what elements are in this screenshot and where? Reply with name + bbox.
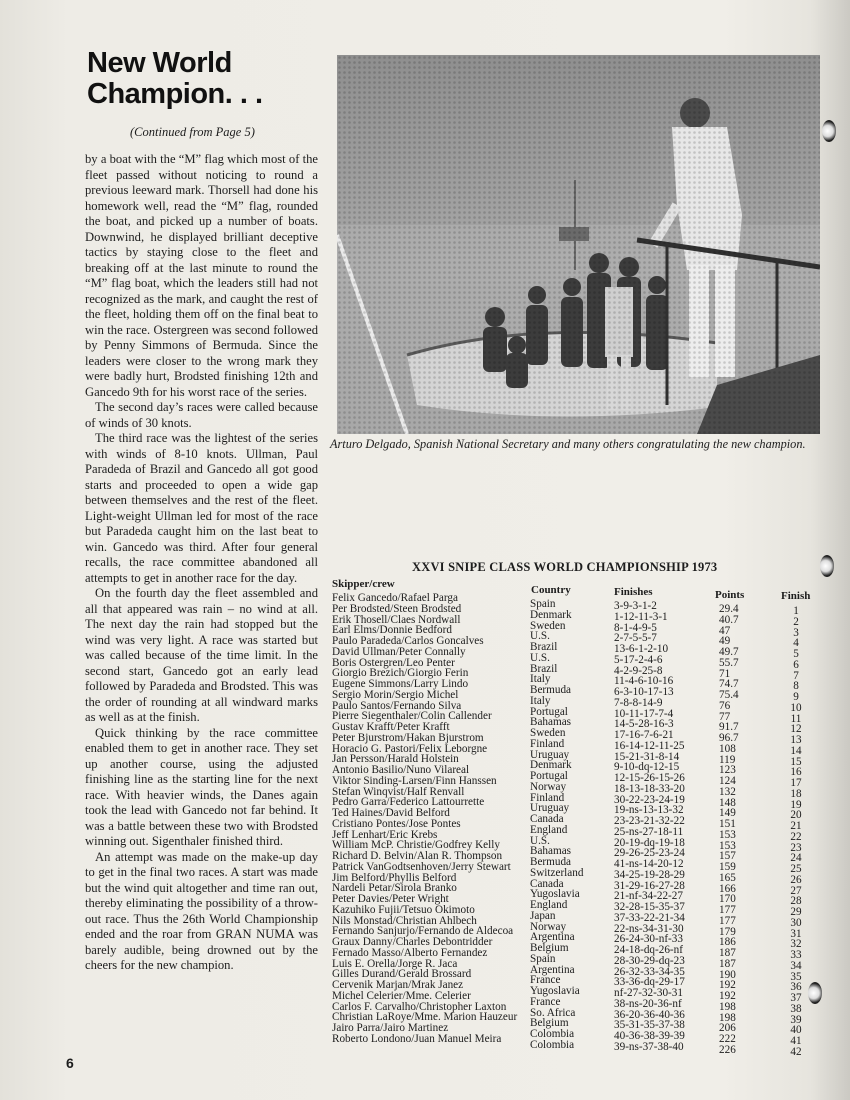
country-cell: Yugoslavia — [530, 985, 580, 997]
photo-boat-celebration — [337, 55, 820, 434]
finish-place-cell: 1 — [793, 605, 799, 617]
finishes-cell: 23-23-21-32-22 — [614, 815, 685, 827]
finishes-cell: 26-24-30-nf-33 — [614, 933, 683, 946]
country-cell: Japan — [530, 909, 556, 922]
finishes-cell: 40-36-38-39-39 — [614, 1030, 685, 1042]
finishes-cell: 4-2-9-25-8 — [614, 664, 663, 677]
points-cell: 75.4 — [719, 689, 739, 701]
skipper-cell: Sergio Morin/Sergio Michel — [332, 688, 459, 701]
country-cell: England — [530, 823, 568, 836]
finishes-cell: 15-21-31-8-14 — [614, 750, 680, 763]
points-cell: 71 — [719, 667, 731, 680]
article-paragraph: The second day’s races were called because of winds of 30 knots. — [85, 400, 318, 430]
skipper-cell: Gilles Durand/Gerald Brossard — [332, 968, 472, 981]
points-cell: 123 — [719, 764, 736, 777]
finish-place-cell: 20 — [790, 809, 802, 822]
country-cell: England — [530, 899, 568, 911]
skipper-cell: Christian LaRoye/Mme. Marion Hauzeur — [332, 1011, 518, 1024]
points-cell: 96.7 — [719, 732, 739, 744]
points-cell: 177 — [719, 904, 736, 916]
show-through-text — [560, 505, 850, 535]
finishes-cell: 30-22-23-24-19 — [614, 793, 685, 806]
skipper-cell: Fernando Sanjurjo/Fernando de Aldecoa — [332, 925, 514, 938]
finishes-cell: 14-5-28-16-3 — [614, 718, 674, 731]
points-cell: 148 — [719, 796, 736, 809]
country-cell: Argentina — [530, 963, 575, 976]
country-cell: Uruguay — [530, 748, 570, 761]
skipper-cell: David Ullman/Peter Connally — [332, 645, 466, 658]
skipper-cell: William McP. Christie/Godfrey Kelly — [332, 839, 500, 852]
finish-place-column — [785, 606, 807, 1058]
finishes-cell: 10-11-17-7-4 — [614, 707, 674, 720]
finishes-cell: 3-9-3-1-2 — [614, 600, 657, 612]
points-cell: 166 — [719, 882, 736, 895]
skipper-cell: Antonio Basilio/Nuno Vilareal — [332, 764, 470, 776]
points-cell: 198 — [719, 1011, 736, 1024]
finish-place-cell: 11 — [790, 712, 802, 725]
finish-place-cell: 14 — [790, 744, 802, 757]
photo-illustration — [337, 55, 820, 434]
country-cell: Switzerland — [530, 866, 584, 879]
article-paragraph: On the fourth day the fleet assembled and all that appeared was rain – no wind at all. The next day the rain had stopped but the wind was very light. A race was started but was called because of the time limit. In the second start, Gancedo got an early lead followed by Paradeda and Brodsted. This was the order of rounding at all windward marks as well as at the finish. — [85, 586, 318, 724]
article-paragraph: by a boat with the “M” flag which most of the fleet passed without noticing to round a previous leeward mark. Thorsell had done his homework well, read the “M” flag, rounded the boat, and picked up a number of boats. Downwind, he displayed brilliant deceptive tactics by staying close to the fleet and breaking off at the last minute to round the “M” flag boat, which the leaders still had not recognized as the mark, and caught the rest of the fleet, holding them off on the final beat to win the race. Ostergreen was second followed by Penny Simmons of Bermuda. Since the leaders were closer to the wrong mark they were badly hurt, Brodsted finishing 12th and Gancedo 9th for his worst race of the series. — [85, 152, 318, 399]
skipper-cell: Carlos F. Carvalho/Christopher Laxton — [332, 1000, 507, 1013]
points-cell: 49.7 — [719, 646, 739, 658]
header-points: Points — [715, 589, 745, 601]
points-cell: 179 — [719, 925, 736, 938]
skipper-cell: Peter Bjurstrom/Hakan Bjurstrom — [332, 731, 484, 744]
finish-place-cell: 13 — [790, 734, 802, 746]
finishes-cell: 6-3-10-17-13 — [614, 686, 674, 698]
skipper-cell: Paulo Paradeda/Carlos Goncalves — [332, 635, 484, 647]
points-cell: 124 — [719, 775, 736, 787]
skipper-cell: Viktor Sinding-Larsen/Finn Hanssen — [332, 774, 497, 787]
country-cell: Bermuda — [530, 856, 572, 868]
skipper-cell: Ted Haines/David Belford — [332, 807, 450, 819]
points-cell: 29.4 — [719, 603, 739, 615]
finishes-cell: 35-31-35-37-38 — [614, 1019, 685, 1032]
country-cell: Italy — [530, 673, 551, 686]
skipper-cell: Earl Elms/Donnie Bedford — [332, 624, 452, 637]
finish-place-cell: 6 — [793, 658, 799, 671]
header-skipper: Skipper/crew — [332, 578, 395, 590]
skipper-cell: Giorgio Brezich/Giorgio Ferin — [332, 667, 469, 680]
finishes-cell: 18-13-18-33-20 — [614, 782, 685, 795]
country-cell: Norway — [530, 920, 567, 933]
results-table-title: XXVI SNIPE CLASS WORLD CHAMPIONSHIP 1973 — [412, 560, 718, 574]
finishes-cell: 2-7-5-5-7 — [614, 632, 657, 645]
finish-place-cell: 10 — [790, 701, 802, 714]
country-cell: Belgium — [530, 1017, 569, 1030]
skipper-cell: Per Brodsted/Steen Brodsted — [332, 602, 462, 615]
page-number: 6 — [66, 1055, 74, 1071]
skipper-cell: Michel Celerier/Mme. Celerier — [332, 989, 471, 1002]
finishes-cell: 38-ns-20-36-nf — [614, 997, 682, 1010]
finish-place-cell: 33 — [790, 949, 802, 961]
points-cell: 226 — [719, 1043, 736, 1056]
finishes-cell: nf-27-32-30-31 — [614, 987, 683, 999]
country-cell: Spain — [530, 598, 556, 610]
finishes-cell: 8-1-4-9-5 — [614, 621, 657, 634]
points-column — [719, 604, 739, 1056]
points-cell: 190 — [719, 968, 736, 981]
finish-place-cell: 36 — [790, 981, 802, 994]
points-cell: 153 — [719, 828, 736, 841]
finishes-cell: 34-25-19-28-29 — [614, 868, 685, 881]
finish-place-cell: 42 — [790, 1045, 802, 1058]
points-cell: 157 — [719, 850, 736, 863]
finishes-cell: 32-28-15-35-37 — [614, 901, 685, 913]
header-finish: Finish — [781, 590, 811, 602]
skipper-cell: Fernado Masso/Alberto Fernandez — [332, 946, 488, 959]
points-cell: 192 — [719, 979, 736, 992]
skipper-cell: Gustav Krafft/Peter Krafft — [332, 721, 450, 733]
photo-caption: Arturo Delgado, Spanish National Secretary and many others congratulating the new champion. — [330, 437, 806, 451]
country-cell: Argentina — [530, 931, 575, 944]
finish-place-cell: 19 — [790, 798, 802, 811]
skipper-cell: Kazuhiko Fujii/Tetsuo Okimoto — [332, 903, 475, 916]
finishes-cell: 11-4-6-10-16 — [614, 675, 674, 688]
country-cell: Finland — [530, 791, 565, 804]
finishes-cell: 21-nf-34-22-27 — [614, 890, 683, 903]
finish-place-cell: 12 — [790, 723, 802, 736]
finish-place-cell: 27 — [790, 884, 802, 897]
points-cell: 55.7 — [719, 656, 739, 669]
header-country: Country — [531, 584, 571, 596]
finishes-cell: 1-12-11-3-1 — [614, 610, 668, 623]
points-cell: 76 — [719, 699, 731, 712]
finishes-cell: 22-ns-34-31-30 — [614, 922, 684, 935]
country-cell: Finland — [530, 737, 565, 750]
finishes-cell: 33-36-dq-29-17 — [614, 976, 685, 989]
finish-place-cell: 16 — [790, 766, 802, 779]
country-cell: Denmark — [530, 608, 572, 621]
skipper-cell: Peter Davies/Peter Wright — [332, 893, 449, 905]
finish-place-cell: 9 — [793, 691, 799, 703]
finish-place-cell: 39 — [790, 1013, 802, 1026]
skipper-cell: Pierre Siegenthaler/Colin Callender — [332, 710, 492, 723]
finishes-cell: 13-6-1-2-10 — [614, 643, 669, 655]
country-cell: Denmark — [530, 759, 572, 772]
country-cell: Spain — [530, 952, 556, 965]
points-cell: 91.7 — [719, 721, 739, 734]
finishes-cell: 16-14-12-11-25 — [614, 739, 685, 752]
finish-place-cell: 31 — [790, 927, 802, 940]
country-cell: Portugal — [530, 705, 568, 718]
country-cell: Sweden — [530, 727, 566, 739]
country-cell: Portugal — [530, 770, 568, 782]
skipper-cell: Richard D. Belvin/Alan R. Thompson — [332, 850, 503, 862]
country-cell: Bahamas — [530, 845, 572, 858]
skipper-cell: Felix Gancedo/Rafael Parga — [332, 592, 458, 604]
finishes-cell: 26-32-33-34-35 — [614, 965, 685, 978]
finish-place-cell: 7 — [793, 669, 799, 682]
finishes-cell: 12-15-26-15-26 — [614, 772, 685, 784]
points-cell: 153 — [719, 839, 736, 852]
points-cell: 165 — [719, 871, 736, 884]
points-cell: 74.7 — [719, 678, 739, 691]
country-cell: Canada — [530, 877, 564, 890]
country-cell: Belgium — [530, 942, 569, 954]
finishes-cell: 25-ns-27-18-11 — [614, 825, 684, 838]
country-cell: Colombia — [530, 1028, 575, 1040]
finish-place-cell: 34 — [790, 959, 802, 972]
points-cell: 77 — [719, 710, 731, 723]
skipper-column — [332, 593, 517, 1045]
points-cell: 222 — [719, 1033, 736, 1045]
country-cell: U.S. — [530, 630, 550, 643]
skipper-cell: Jairo Parra/Jairo Martinez — [332, 1022, 449, 1034]
finishes-cell: 29-26-25-23-24 — [614, 847, 685, 860]
article-headline: New World Champion. . . — [87, 47, 263, 110]
country-cell: Brazil — [530, 662, 558, 675]
finishes-cell: 37-33-22-21-34 — [614, 911, 685, 924]
points-cell: 40.7 — [719, 613, 739, 626]
country-cell: So. Africa — [530, 1006, 576, 1019]
country-cell: France — [530, 974, 561, 987]
skipper-cell: Patrick VanGodtsenhoven/Jerry Stewart — [332, 860, 511, 873]
finish-place-cell: 38 — [790, 1002, 802, 1015]
article-paragraph: The third race was the lightest of the series with winds of 8-10 knots. Ullman, Paul Paradeda of Brazil and Gancedo all got good starts and proceeded to open a wide gap between themselves and the rest of the fleet. Light-weight Ullman led for most of the race but Paradeda caught him on the last beat to win. Gancedo was third. After four general recalls, the race committee abandoned all attempts to get in another race for the day. — [85, 431, 318, 585]
finish-place-cell: 2 — [793, 615, 799, 628]
points-cell: 187 — [719, 957, 736, 970]
finishes-column — [614, 601, 685, 1053]
finishes-cell: 17-16-7-6-21 — [614, 729, 674, 741]
points-cell: 119 — [719, 753, 736, 766]
continued-note: (Continued from Page 5) — [130, 125, 255, 139]
country-cell: U.S. — [530, 834, 550, 847]
points-cell: 132 — [719, 785, 736, 798]
article-paragraph: An attempt was made on the make-up day to get in the final two races. A start was made but the wind quit altogether and time ran out, thereby eliminating the possibility of a throw-out race. Thus the 26th World Championship ended and the roar from GRAN NUMA was barely audible, being drowned out by the cheers for the new champion. — [85, 849, 318, 972]
finishes-cell: 7-8-8-14-9 — [614, 696, 663, 709]
skipper-cell: Pedro Garra/Federico Lattourrette — [332, 796, 485, 809]
skipper-cell: Stefan Winqvist/Half Renvall — [332, 785, 465, 798]
finishes-cell: 9-10-dq-12-15 — [614, 761, 680, 774]
article-body — [85, 152, 318, 974]
finish-place-cell: 35 — [790, 970, 802, 983]
country-cell: Italy — [530, 694, 551, 707]
header-finishes: Finishes — [614, 586, 653, 598]
finish-place-cell: 23 — [790, 841, 802, 854]
finish-place-cell: 8 — [793, 680, 799, 693]
points-cell: 198 — [719, 1000, 736, 1013]
points-cell: 151 — [719, 818, 736, 830]
skipper-cell: Erik Thosell/Claes Nordwall — [332, 613, 461, 626]
country-cell: Bermuda — [530, 684, 572, 696]
finishes-cell: 5-17-2-4-6 — [614, 653, 663, 666]
skipper-cell: Jeff Lenhart/Eric Krebs — [332, 828, 438, 841]
skipper-cell: Horacio G. Pastori/Felix Leborgne — [332, 742, 488, 755]
skipper-cell: Graux Danny/Charles Debontridder — [332, 936, 493, 948]
finishes-cell: 39-ns-37-38-40 — [614, 1040, 684, 1053]
finishes-cell: 19-ns-13-13-32 — [614, 804, 684, 817]
finishes-cell: 20-19-dq-19-18 — [614, 836, 685, 849]
finishes-cell: 31-29-16-27-28 — [614, 879, 685, 892]
finishes-cell: 36-20-36-40-36 — [614, 1008, 685, 1021]
country-cell: Bahamas — [530, 716, 572, 729]
country-cell: Canada — [530, 813, 564, 825]
finish-place-cell: 15 — [790, 755, 802, 768]
skipper-cell: Nils Monstad/Christian Ahlbech — [332, 914, 477, 927]
country-cell: Colombia — [530, 1038, 575, 1051]
skipper-cell: Paulo Santos/Fernando Silva — [332, 699, 462, 712]
finish-place-cell: 40 — [790, 1024, 802, 1037]
finishes-cell: 24-18-dq-26-nf — [614, 944, 683, 956]
country-column — [530, 599, 583, 1051]
points-cell: 186 — [719, 936, 736, 949]
skipper-cell: Cristiano Pontes/Jose Pontes — [332, 817, 461, 830]
finish-place-cell: 5 — [793, 648, 799, 660]
article-paragraph: Quick thinking by the race committee enabled them to get in another race. They set up another course, using the adjusted finishing line as the starting line for the next race. With heavier winds, the Danes again took the lead with Gancedo not far behind. It was a battle between these two with Brodsted winning out. Sigenthaler finished third. — [85, 725, 318, 848]
skipper-cell: Roberto Londono/Juan Manuel Meira — [332, 1032, 502, 1045]
finish-place-cell: 4 — [793, 637, 799, 650]
binder-hole — [808, 982, 822, 1004]
finishes-cell: 28-30-29-dq-23 — [614, 954, 685, 967]
country-cell: Uruguay — [530, 802, 570, 815]
finish-place-cell: 24 — [790, 852, 802, 865]
points-cell: 47 — [719, 624, 731, 637]
points-cell: 187 — [719, 947, 736, 959]
finish-place-cell: 17 — [790, 777, 802, 789]
finishes-cell: 41-ns-14-20-12 — [614, 858, 684, 870]
skipper-cell: Nardeli Petar/Sirola Branko — [332, 882, 457, 895]
country-cell: France — [530, 995, 561, 1008]
points-cell: 49 — [719, 635, 731, 648]
finish-place-cell: 28 — [790, 895, 802, 908]
points-cell: 108 — [719, 742, 736, 755]
skipper-cell: Jan Persson/Harald Holstein — [332, 753, 459, 766]
country-cell: Yugoslavia — [530, 888, 580, 901]
points-cell: 149 — [719, 807, 736, 820]
points-cell: 159 — [719, 861, 736, 873]
country-cell: Brazil — [530, 641, 558, 653]
skipper-cell: Eugene Simmons/Larry Lindo — [332, 678, 469, 690]
skipper-cell: Luis E. Orella/Jorge R. Jaca — [332, 957, 458, 970]
points-cell: 177 — [719, 914, 736, 927]
finish-place-cell: 30 — [790, 916, 802, 929]
points-cell: 192 — [719, 990, 736, 1002]
finish-place-cell: 25 — [790, 863, 802, 875]
skipper-cell: Boris Ostergren/Leo Penter — [332, 656, 455, 669]
points-cell: 206 — [719, 1022, 736, 1035]
finish-place-cell: 21 — [790, 820, 802, 832]
finish-place-cell: 18 — [790, 787, 802, 800]
points-cell: 170 — [719, 893, 736, 906]
binder-hole — [820, 555, 834, 577]
finish-place-cell: 22 — [790, 830, 802, 843]
binder-hole — [822, 120, 836, 142]
country-cell: Norway — [530, 780, 567, 793]
skipper-cell: Jim Belford/Phyllis Belford — [332, 871, 457, 884]
finish-place-cell: 3 — [793, 626, 799, 639]
finish-place-cell: 29 — [790, 906, 802, 918]
finish-place-cell: 32 — [790, 938, 802, 951]
skipper-cell: Cervenik Marjan/Mrak Janez — [332, 979, 464, 991]
finish-place-cell: 37 — [790, 992, 802, 1004]
country-cell: Sweden — [530, 619, 566, 632]
country-cell: U.S. — [530, 651, 550, 664]
finish-place-cell: 41 — [790, 1035, 802, 1047]
finish-place-cell: 26 — [790, 873, 802, 886]
